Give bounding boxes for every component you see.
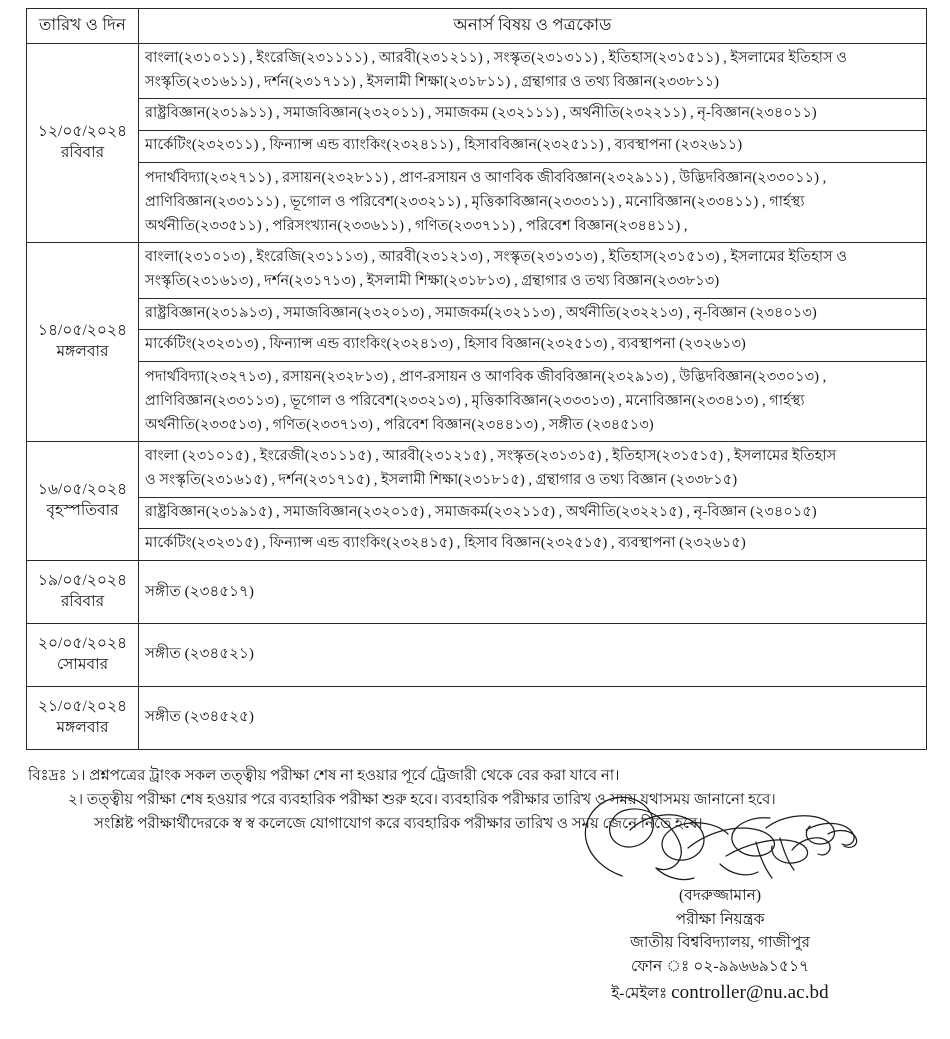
subject-cell (139, 44, 927, 99)
subject-line: রাষ্ট্রবিজ্ঞান(২৩১৯১৩) , সমাজবিজ্ঞান(২৩২০১৩) , সমাজকর্ম(২৩২১১৩) , অর্থনীতি(২৩২২১৩) , নৃ-বিজ্ঞান (২৩৪০১৩) (145, 304, 817, 321)
subject-line: সংস্কৃতি(২৩১৬১১) , দর্শন(২৩১৭১১) , ইসলামী শিক্ষা(২৩১৮১১) , গ্রন্থাগার ও তথ্য বিজ্ঞান(২৩৩৮১১) (145, 73, 720, 90)
table-row (27, 561, 927, 624)
exam-routine-table (26, 8, 927, 750)
subject-line: প্রাণিবিজ্ঞান(২৩৩১১১) , ভূগোল ও পরিবেশ(২৩৩২১১) , মৃত্তিকাবিজ্ঞান(২৩৩৩১১) , মনোবিজ্ঞান(২৩৩৪১১) , গার্হস্থ্য (145, 193, 805, 210)
subject-cell (139, 162, 927, 243)
column-header-date: তারিখ ও দিন (27, 9, 139, 44)
subject-line: মার্কেটিং(২৩২৩১৫) , ফিন্যান্স এন্ড ব্যাংকিং(২৩২৪১৫) , হিসাব বিজ্ঞান(২৩২৫১৫) , ব্যবস্থাপনা (২৩২৬১৫) (145, 535, 746, 552)
table-row (27, 361, 927, 442)
date-value: ১৪/০৫/২০২৪ (37, 321, 128, 339)
date-value: ১২/০৫/২০২৪ (37, 122, 128, 140)
table-row (27, 623, 927, 686)
date-value: ১৬/০৫/২০২৪ (37, 480, 128, 498)
table-body (27, 44, 927, 750)
subject-line: ও সংস্কৃতি(২৩১৬১৫) , দর্শন(২৩১৭১৫) , ইসলামী শিক্ষা(২৩১৮১৫) , গ্রন্থাগার ও তথ্য বিজ্ঞান (২৩৩৮১৫) (145, 472, 738, 489)
table-header (27, 9, 927, 44)
table-row (27, 529, 927, 561)
table-row (27, 497, 927, 529)
table-row (27, 99, 927, 131)
date-cell (27, 442, 139, 561)
subject-line: বাংলা(২৩১০১১) , ইংরেজি(২৩১১১১) , আরবী(২৩১২১১) , সংস্কৃত(২৩১৩১১) , ইতিহাস(২৩১৫১১) , ইসলামের ইতিহাস ও (145, 50, 848, 66)
table-row (27, 442, 927, 497)
table-row (27, 243, 927, 298)
day-value: রবিবার (60, 143, 105, 161)
note-line-2: ২। তত্ত্বীয় পরীক্ষা শেষ হওয়ার পরে ব্যবহারিক পরীক্ষা শুরু হবে। ব্যবহারিক পরীক্ষার তারিখ ও সময় যথাসময় জানানো হবে। (68, 791, 776, 808)
note-line-1 (28, 764, 928, 788)
subject-line: বাংলা (২৩১০১৫) , ইংরেজী(২৩১১১৫) , আরবী(২৩১২১৫) , সংস্কৃত(২৩১৩১৫) , ইতিহাস(২৩১৫১৫) , ইসলামের ইতিহাস (145, 448, 837, 465)
subject-cell (139, 529, 927, 561)
signatory-designation: পরীক্ষা নিয়ন্ত্রক (675, 910, 765, 928)
handwritten-signature (540, 790, 900, 882)
day-value: মঙ্গলবার (56, 718, 109, 736)
date-value: ২০/০৫/২০২৪ (37, 634, 128, 652)
subject-line: অর্থনীতি(২৩৩৫১৩) , গণিত(২৩৩৭১৩) , পরিবেশ বিজ্ঞান(২৩৪৪১৩) , সঙ্গীত (২৩৪৫১৩) (145, 417, 654, 434)
signature-block (0, 790, 950, 1009)
subject-line: রাষ্ট্রবিজ্ঞান(২৩১৯১৫) , সমাজবিজ্ঞান(২৩২০১৫) , সমাজকর্ম(২৩২১১৫) , অর্থনীতি(২৩২২১৫) , নৃ-বিজ্ঞান (২৩৪০১৫) (145, 503, 817, 520)
subject-cell: সঙ্গীত (২৩৪৫১৭) (139, 561, 927, 624)
subject-line: সংস্কৃতি(২৩১৬১৩) , দর্শন(২৩১৭১৩) , ইসলামী শিক্ষা(২৩১৮১৩) , গ্রন্থাগার ও তথ্য বিজ্ঞান(২৩৩৮১৩) (145, 272, 720, 289)
signatory-phone: ফোন ঃ ০২-৯৯৬৬৯১৫১৭ (630, 957, 810, 975)
subject-cell: সঙ্গীত (২৩৪৫২১) (139, 623, 927, 686)
table-row (27, 298, 927, 330)
table-row (27, 44, 927, 99)
subject-cell: সঙ্গীত (২৩৪৫২৫) (139, 686, 927, 749)
signatory-email (540, 978, 900, 1008)
email-address: controller@nu.ac.bd (671, 982, 829, 1004)
subject-cell (139, 298, 927, 330)
table-row (27, 330, 927, 362)
signatory-name: (বদরুজ্জামান) (678, 887, 762, 904)
notes-label: বিঃদ্রঃ (28, 767, 67, 784)
subject-line: বাংলা(২৩১০১৩) , ইংরেজি(২৩১১১৩) , আরবী(২৩১২১৩) , সংস্কৃত(২৩১৩১৩) , ইতিহাস(২৩১৫১৩) , ইসলামের ইতিহাস ও (145, 249, 848, 266)
day-value: রবিবার (60, 592, 105, 610)
subject-cell (139, 243, 927, 298)
date-value: ১৯/০৫/২০২৪ (37, 572, 128, 589)
table-row (27, 162, 927, 243)
date-value: ২১/০৫/২০২৪ (37, 697, 128, 715)
date-cell (27, 561, 139, 624)
subject-cell (139, 99, 927, 131)
day-value: বৃহস্পতিবার (46, 501, 119, 519)
subject-line: রাষ্ট্রবিজ্ঞান(২৩১৯১১) , সমাজবিজ্ঞান(২৩২০১১) , সমাজকম (২৩২১১১) , অর্থনীতি(২৩২২১১) , নৃ-বিজ্ঞান(২৩৪০১১) (145, 105, 817, 122)
table-row (27, 686, 927, 749)
day-value: মঙ্গলবার (56, 342, 109, 360)
note-line-3: সংশ্লিষ্ট পরীক্ষার্থীদেরকে স্ব স্ব কলেজে যোগাযোগ করে ব্যবহারিক পরীক্ষার তারিখ ও সময় জেনে নিতে হবে। (94, 816, 703, 833)
table-header-row (27, 9, 927, 44)
date-cell (27, 44, 139, 243)
subject-line: পদার্থবিদ্যা(২৩২৭১৩) , রসায়ন(২৩২৮১৩) , প্রাণ-রসায়ন ও আণবিক জীববিজ্ঞান(২৩২৯১৩) , উদ্ভিদবিজ্ঞান(২৩৩০১৩) , (145, 368, 827, 385)
subject-cell (139, 361, 927, 442)
table-row (27, 130, 927, 162)
subject-cell (139, 497, 927, 529)
date-cell (27, 623, 139, 686)
subject-cell (139, 330, 927, 362)
day-value: সোমবার (56, 655, 109, 673)
subject-cell (139, 442, 927, 497)
date-cell (27, 686, 139, 749)
subject-line: অর্থনীতি(২৩৩৫১১) , পরিসংখ্যান(২৩৩৬১১) , গণিত(২৩৩৭১১) , পরিবেশ বিজ্ঞান(২৩৪৪১১) , (145, 218, 688, 234)
subject-line: পদার্থবিদ্যা(২৩২৭১১) , রসায়ন(২৩২৮১১) , প্রাণ-রসায়ন ও আণবিক জীববিজ্ঞান(২৩২৯১১) , উদ্ভিদবিজ্ঞান(২৩৩০১১) , (145, 169, 827, 186)
signatory-institution: জাতীয় বিশ্ববিদ্যালয়, গাজীপুর (630, 934, 810, 952)
subject-line: মার্কেটিং(২৩২৩১৩) , ফিন্যান্স এন্ড ব্যাংকিং(২৩২৪১৩) , হিসাব বিজ্ঞান(২৩২৫১৩) , ব্যবস্থাপনা (২৩২৬১৩) (145, 336, 746, 353)
date-cell (27, 243, 139, 442)
subject-cell (139, 130, 927, 162)
column-header-subject: অনার্স বিষয় ও পত্রকোড (139, 9, 927, 44)
note-text-1: ১। প্রশ্নপত্রের ট্রাংক সকল তত্ত্বীয় পরীক্ষা শেষ না হওয়ার পূর্বে ট্রেজারী থেকে বের করা যাবে না। (70, 767, 620, 784)
subject-line: প্রাণিবিজ্ঞান(২৩৩১১৩) , ভূগোল ও পরিবেশ(২৩৩২১৩) , মৃত্তিকাবিজ্ঞান(২৩৩৩১৩) , মনোবিজ্ঞান(২৩৩৪১৩) , গার্হস্থ্য (145, 393, 805, 409)
subject-line: মার্কেটিং(২৩২৩১১) , ফিন্যান্স এন্ড ব্যাংকিং(২৩২৪১১) , হিসাববিজ্ঞান(২৩২৫১১) , ব্যবস্থাপনা (২৩২৬১১) (145, 136, 743, 153)
email-label: ই-মেইলঃ (611, 985, 668, 1003)
